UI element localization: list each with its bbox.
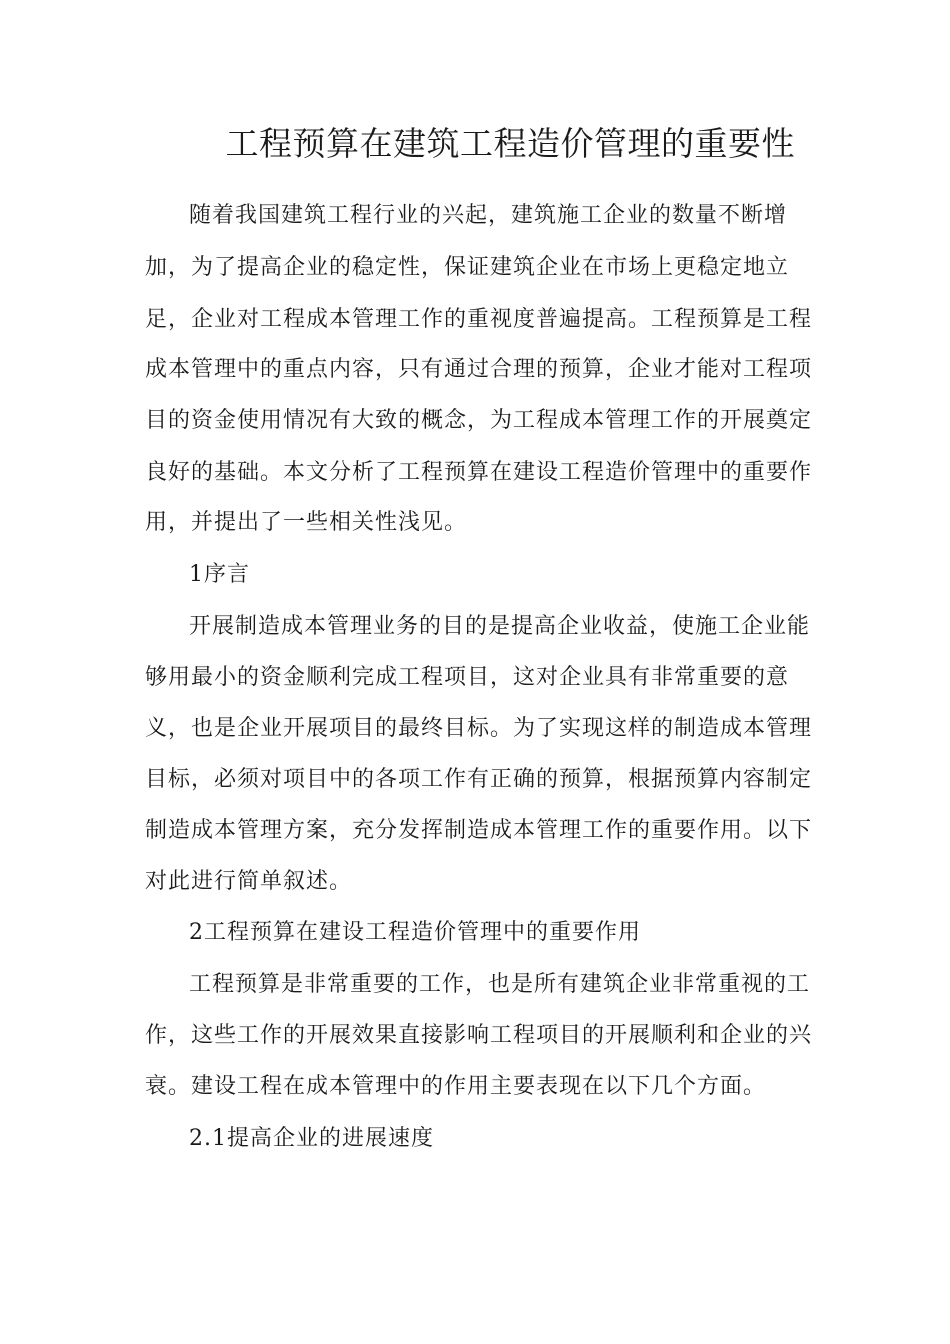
paragraph-line: 成本管理中的重点内容，只有通过合理的预算，企业才能对工程项 — [145, 357, 813, 382]
paragraph-line: 目的资金使用情况有大致的概念，为工程成本管理工作的开展奠定 — [145, 408, 813, 433]
paragraph-line: 加，为了提高企业的稳定性，保证建筑企业在市场上更稳定地立 — [145, 255, 790, 280]
paragraph-line: 够用最小的资金顺利完成工程项目，这对企业具有非常重要的意 — [145, 665, 790, 690]
section-heading: 2工程预算在建设工程造价管理中的重要作用 — [189, 920, 641, 945]
paragraph-line: 制造成本管理方案，充分发挥制造成本管理工作的重要作用。以下 — [145, 818, 813, 843]
paragraph-line: 义，也是企业开展项目的最终目标。为了实现这样的制造成本管理 — [145, 716, 813, 741]
paragraph-line: 用，并提出了一些相关性浅见。 — [145, 510, 468, 535]
document-title: 工程预算在建筑工程造价管理的重要性 — [225, 124, 795, 163]
paragraph-line: 随着我国建筑工程行业的兴起，建筑施工企业的数量不断增 — [189, 203, 788, 228]
section-heading: 2.1提高企业的进展速度 — [189, 1126, 434, 1151]
paragraph-line: 工程预算是非常重要的工作，也是所有建筑企业非常重视的工 — [189, 972, 811, 997]
paragraph-line: 目标，必须对项目中的各项工作有正确的预算，根据预算内容制定 — [145, 767, 813, 792]
paragraph-line: 作，这些工作的开展效果直接影响工程项目的开展顺利和企业的兴 — [145, 1023, 813, 1048]
paragraph-line: 开展制造成本管理业务的目的是提高企业收益，使施工企业能 — [189, 614, 811, 639]
paragraph-line: 对此进行简单叙述。 — [145, 869, 353, 894]
section-heading: 1序言 — [189, 562, 250, 587]
paragraph-line: 衰。建设工程在成本管理中的作用主要表现在以下几个方面。 — [145, 1074, 767, 1099]
paragraph-line: 足，企业对工程成本管理工作的重视度普遍提高。工程预算是工程 — [145, 307, 813, 332]
paragraph-line: 良好的基础。本文分析了工程预算在建设工程造价管理中的重要作 — [145, 460, 813, 485]
